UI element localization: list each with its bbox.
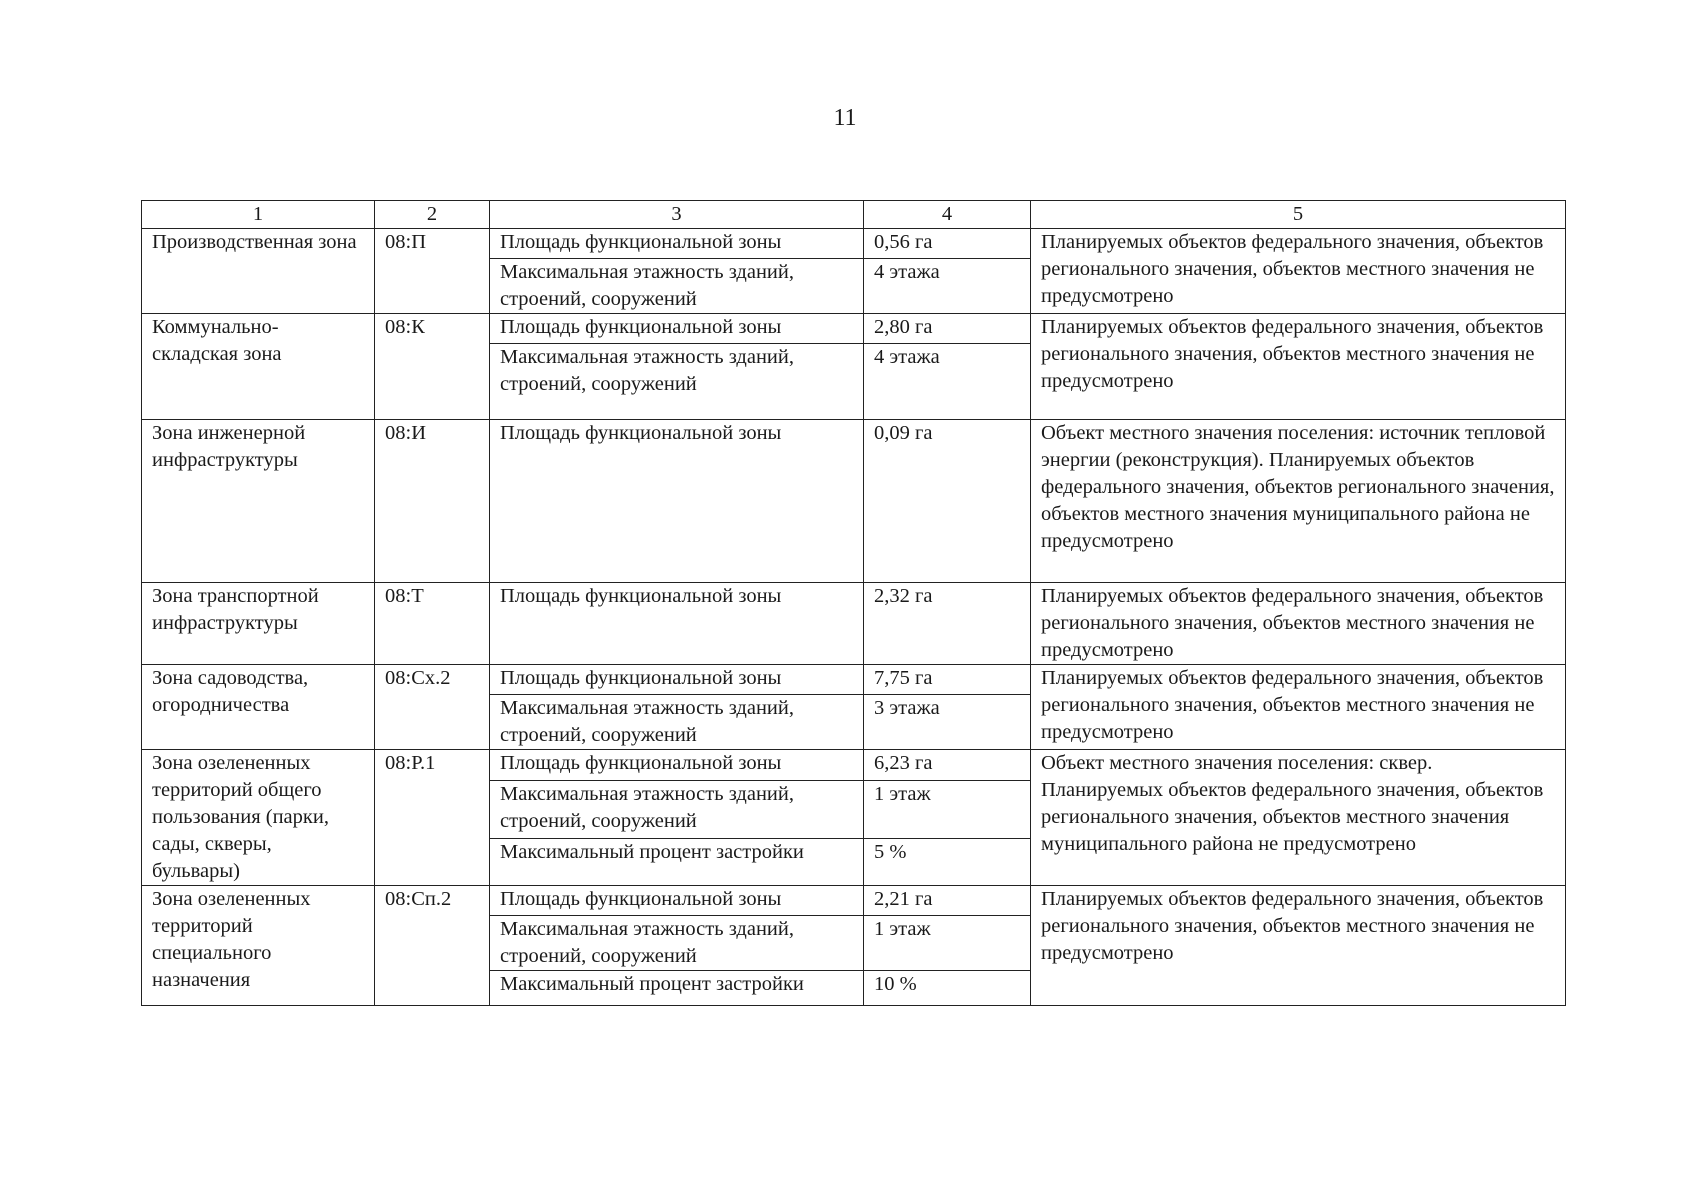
column-number-3: 3 <box>490 201 864 229</box>
planned-objects: Планируемых объектов федерального значения, объектов регионального значения, объектов местного значения не предусмотрено <box>1031 583 1566 665</box>
planned-objects: Планируемых объектов федерального значения, объектов регионального значения, объектов местного значения не предусмотрено <box>1031 665 1566 750</box>
page-number: 11 <box>833 105 857 131</box>
parameter-value: 2,80 га <box>864 314 1031 344</box>
zone-code: 08:И <box>375 420 490 583</box>
parameter-name: Максимальная этажность зданий, строений, сооружений <box>490 781 864 839</box>
parameter-value: 4 этажа <box>864 344 1031 420</box>
zone-name: Зона инженерной инфраструктуры <box>142 420 375 583</box>
parameter-value: 3 этажа <box>864 695 1031 750</box>
parameter-name: Максимальная этажность зданий, строений, сооружений <box>490 695 864 750</box>
parameter-value: 7,75 га <box>864 665 1031 695</box>
planned-objects: Объект местного значения поселения: источник тепловой энергии (реконструкция). Планируемых объектов федерального значения, объектов регионального значения, объектов местного значения муниципального района не предусмотрено <box>1031 420 1566 583</box>
parameter-value: 0,09 га <box>864 420 1031 583</box>
parameter-name: Площадь функциональной зоны <box>490 583 864 665</box>
column-number-1: 1 <box>142 201 375 229</box>
zone-name: Зона транспортной инфраструктуры <box>142 583 375 665</box>
parameter-name: Максимальный процент застройки <box>490 971 864 1006</box>
planned-objects: Планируемых объектов федерального значения, объектов регионального значения, объектов местного значения не предусмотрено <box>1031 886 1566 1006</box>
zone-name: Зона озелененных территорий общего пользования (парки, сады, скверы, бульвары) <box>142 750 375 886</box>
functional-zones-table <box>141 200 1566 1006</box>
parameter-name: Максимальная этажность зданий, строений, сооружений <box>490 916 864 971</box>
table-row <box>142 665 1566 695</box>
table-row <box>142 420 1566 583</box>
column-number-4: 4 <box>864 201 1031 229</box>
parameter-name: Площадь функциональной зоны <box>490 886 864 916</box>
table-row <box>142 886 1566 916</box>
zone-code: 08:К <box>375 314 490 420</box>
parameter-value: 1 этаж <box>864 916 1031 971</box>
planned-objects: Планируемых объектов федерального значения, объектов регионального значения, объектов местного значения не предусмотрено <box>1031 229 1566 314</box>
zone-name: Зона садоводства, огородничества <box>142 665 375 750</box>
column-number-5: 5 <box>1031 201 1566 229</box>
zone-code: 08:П <box>375 229 490 314</box>
parameter-name: Площадь функциональной зоны <box>490 665 864 695</box>
table-row <box>142 229 1566 259</box>
parameter-name: Максимальная этажность зданий, строений, сооружений <box>490 259 864 314</box>
table-row <box>142 314 1566 344</box>
parameter-name: Площадь функциональной зоны <box>490 229 864 259</box>
table-row <box>142 750 1566 781</box>
parameter-value: 2,21 га <box>864 886 1031 916</box>
parameter-value: 1 этаж <box>864 781 1031 839</box>
zone-name: Производственная зона <box>142 229 375 314</box>
parameter-name: Площадь функциональной зоны <box>490 314 864 344</box>
zone-name: Коммунально-складская зона <box>142 314 375 420</box>
parameter-value: 2,32 га <box>864 583 1031 665</box>
zone-code: 08:Т <box>375 583 490 665</box>
parameter-value: 5 % <box>864 838 1031 885</box>
table-header-row <box>142 201 1566 229</box>
zone-code: 08:Сп.2 <box>375 886 490 1006</box>
zone-name: Зона озелененных территорий специального назначения <box>142 886 375 1006</box>
parameter-name: Максимальный процент застройки <box>490 838 864 885</box>
column-number-2: 2 <box>375 201 490 229</box>
parameter-value: 6,23 га <box>864 750 1031 781</box>
table-row <box>142 583 1566 665</box>
parameter-name: Площадь функциональной зоны <box>490 750 864 781</box>
planned-objects: Объект местного значения поселения: сквер. Планируемых объектов федерального значения, объектов регионального значения, объектов местного значения муниципального района не предусмотрено <box>1031 750 1566 886</box>
zone-code: 08:Сх.2 <box>375 665 490 750</box>
parameter-value: 0,56 га <box>864 229 1031 259</box>
planned-objects: Планируемых объектов федерального значения, объектов регионального значения, объектов местного значения не предусмотрено <box>1031 314 1566 420</box>
parameter-value: 4 этажа <box>864 259 1031 314</box>
parameter-name: Максимальная этажность зданий, строений, сооружений <box>490 344 864 420</box>
parameter-value: 10 % <box>864 971 1031 1006</box>
zone-code: 08:Р.1 <box>375 750 490 886</box>
parameter-name: Площадь функциональной зоны <box>490 420 864 583</box>
